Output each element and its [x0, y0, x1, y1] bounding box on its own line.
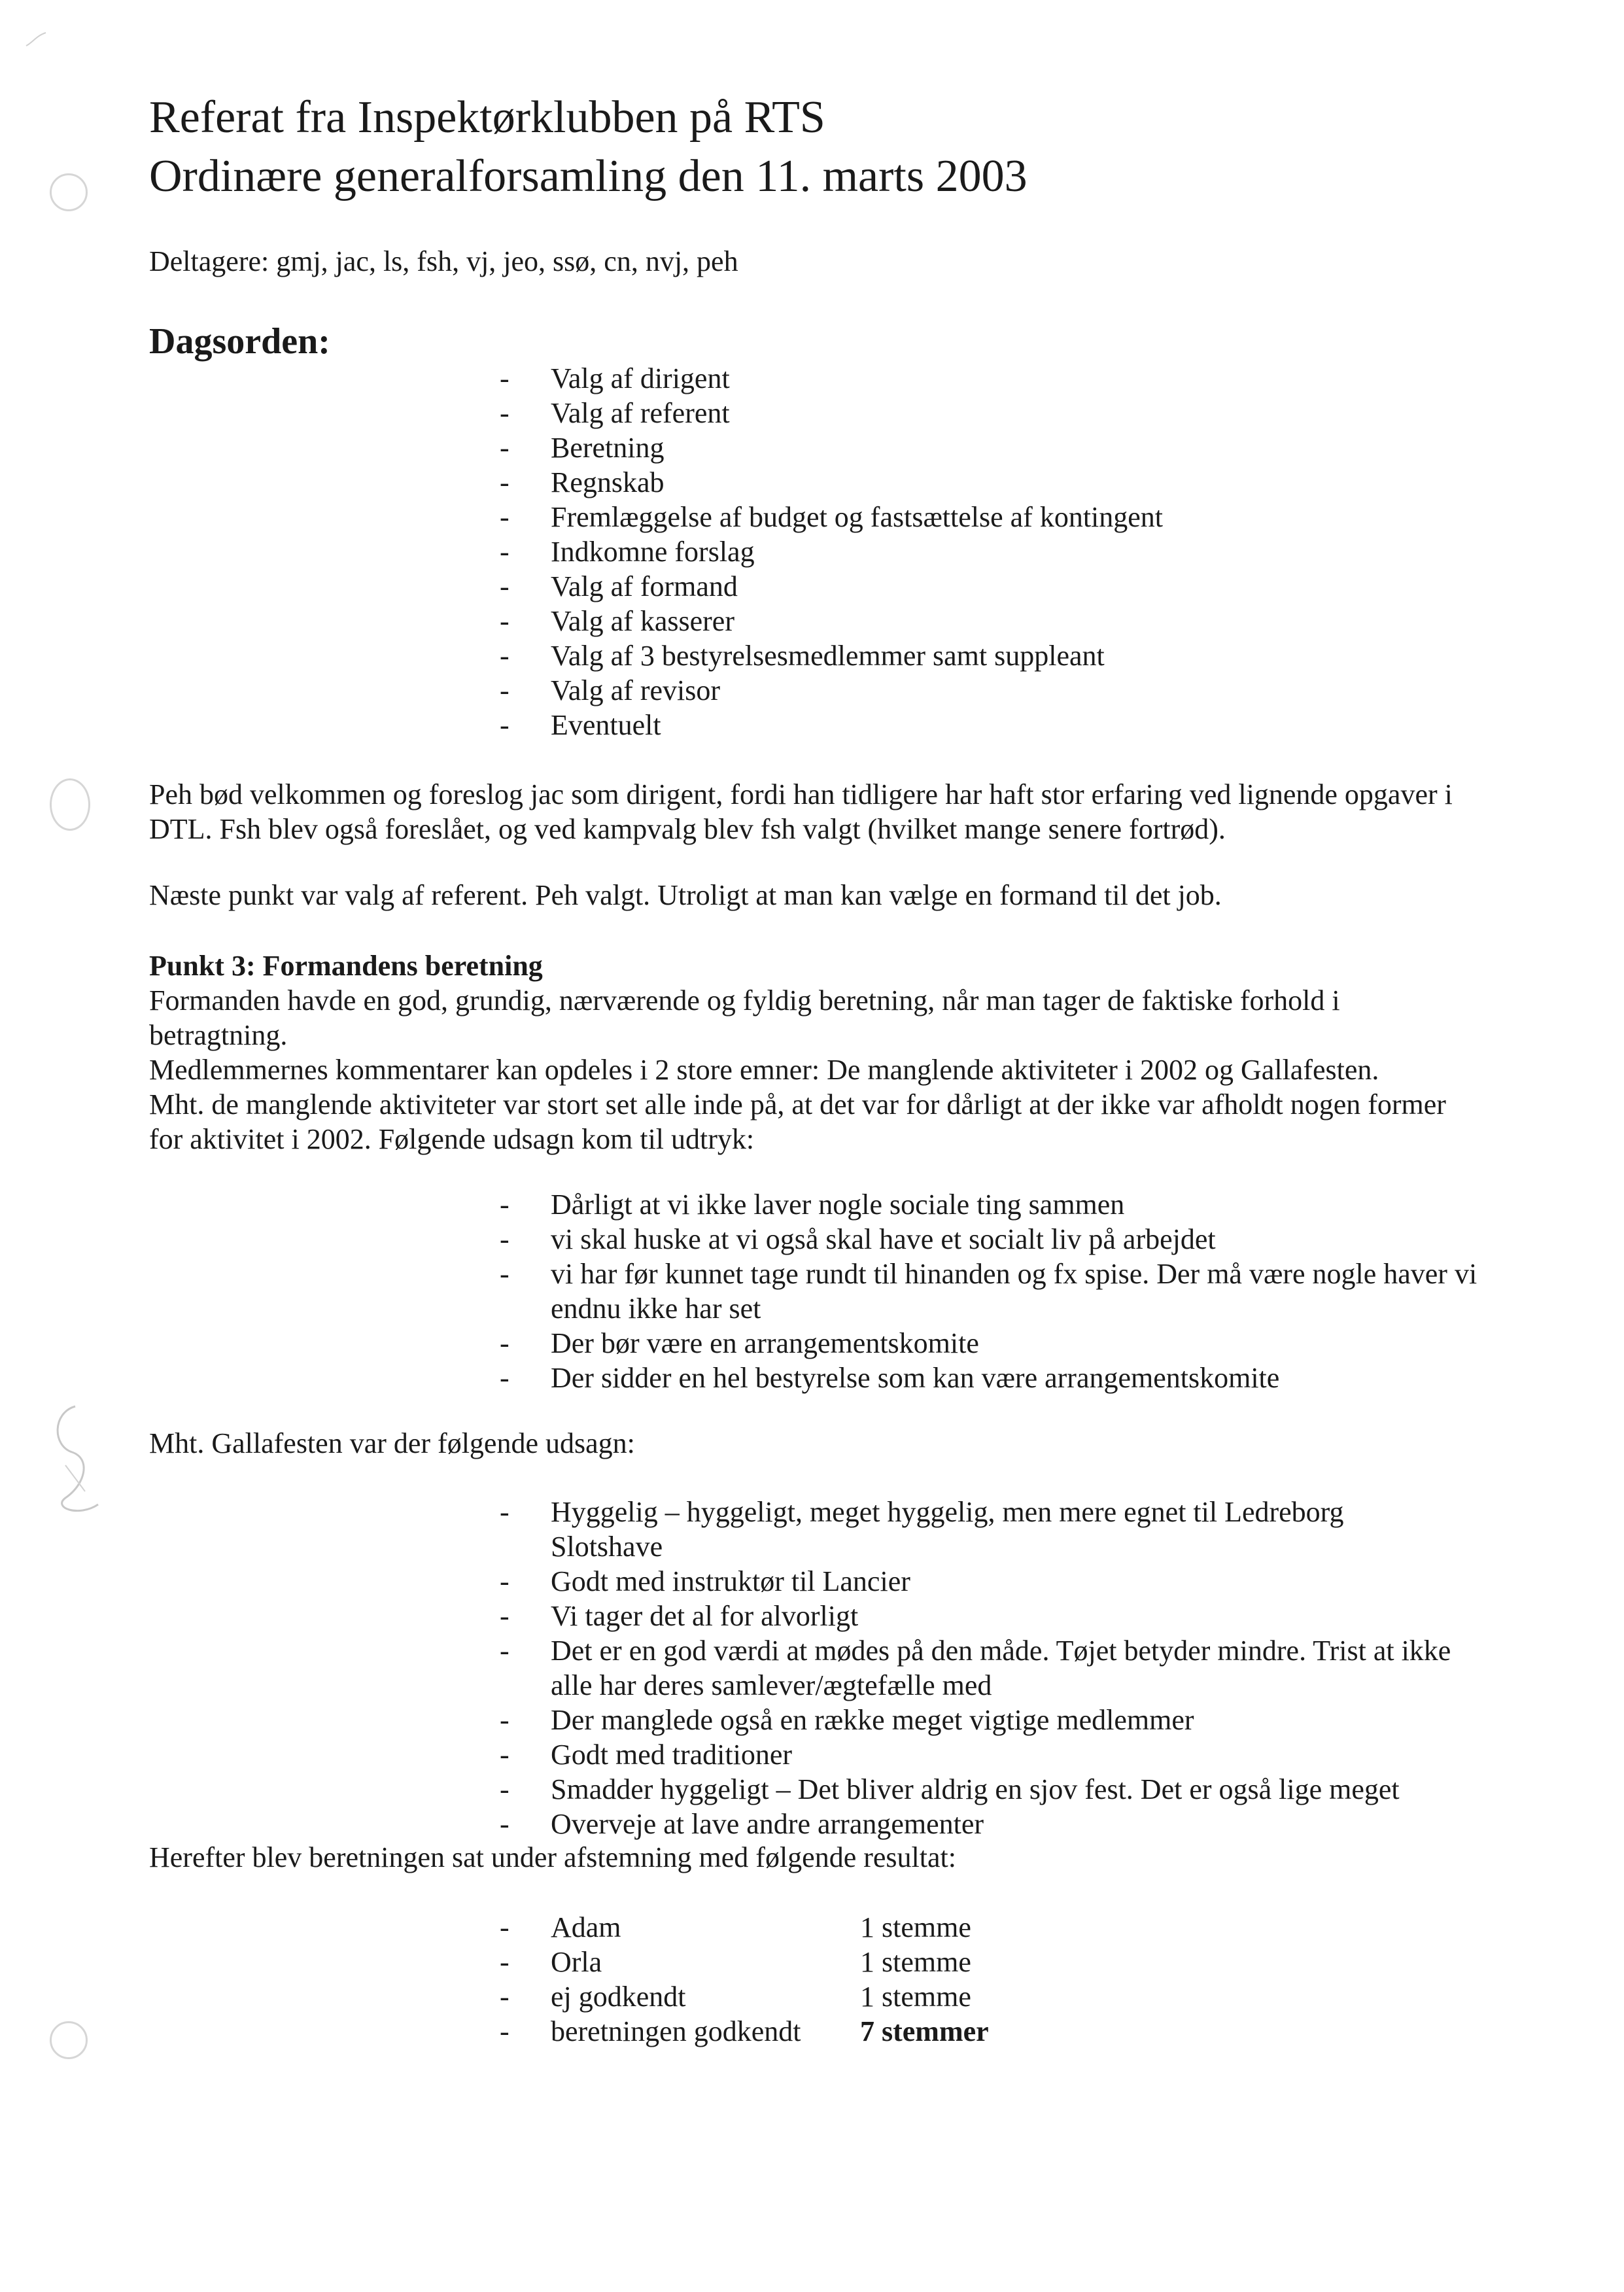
activity-statement: - vi har før kunnet tage rundt til hinanden og fx spise. Der må være nogle haver vi endnu ikke har set — [497, 1257, 1479, 1326]
section3-paragraph-1: Formanden havde en god, grundig, nærværende og fyldig beretning, når man tager de faktiske forhold i betragtning. — [149, 984, 1340, 1051]
activity-statement: - Der sidder en hel bestyrelse som kan være arrangementskomite — [497, 1361, 1452, 1395]
participants-line: Deltagere: gmj, jac, ls, fsh, vj, jeo, ssø, cn, nvj, peh — [149, 245, 738, 277]
agenda-item: - Valg af kasserer — [497, 604, 1452, 638]
agenda-item: - Valg af referent — [497, 396, 1452, 430]
punch-hole — [50, 173, 88, 211]
vote-row — [497, 1910, 1151, 1945]
vote-label: - ej godkendt — [551, 1981, 686, 2013]
document-title-line1: Referat fra Inspektørklubben på RTS — [149, 92, 825, 143]
agenda-item: - Beretning — [497, 430, 1452, 465]
gala-statement: - Godt med instruktør til Lancier — [497, 1564, 1452, 1599]
vote-label: - beretningen godkendt — [551, 2015, 801, 2047]
agenda-list — [497, 361, 1452, 742]
gala-statement: - Godt med traditioner — [497, 1737, 1452, 1772]
gala-intro: Mht. Gallafesten var der følgende udsagn: — [149, 1427, 635, 1459]
gala-statement: - Vi tager det al for alvorligt — [497, 1599, 1452, 1633]
agenda-heading: Dagsorden: — [149, 321, 330, 362]
activity-statements-list — [497, 1187, 1477, 1395]
vote-intro: Herefter blev beretningen sat under afstemning med følgende resultat: — [149, 1841, 956, 1873]
agenda-item: - Regnskab — [497, 465, 1452, 500]
margin-scribble-icon — [39, 1400, 111, 1531]
document-title-line2: Ordinære generalforsamling den 11. marts 2003 — [149, 151, 1028, 201]
section3-paragraph-2: Medlemmernes kommentarer kan opdeles i 2 store emner: De manglende aktiviteter i 2002 og Gallafesten. — [149, 1054, 1379, 1086]
vote-row — [497, 2014, 1151, 2049]
gala-statement: - Overveje at lave andre arrangementer — [497, 1807, 1452, 1841]
agenda-item: - Valg af 3 bestyrelsesmedlemmer samt suppleant — [497, 638, 1452, 673]
agenda-item: - Valg af formand — [497, 569, 1452, 604]
activity-statement: - Dårligt at vi ikke laver nogle sociale ting sammen — [497, 1187, 1452, 1222]
vote-results — [497, 1910, 1151, 2049]
dirigent-paragraph: Peh bød velkommen og foreslog jac som dirigent, fordi han tidligere har haft stor erfaring ved lignende opgaver i DTL. Fsh blev også foreslået, og ved kampvalg blev fsh valgt (hvilket mange senere fortrød). — [149, 778, 1453, 845]
section3-heading: Punkt 3: Formandens beretning — [149, 950, 543, 982]
gala-statements-list — [497, 1495, 1452, 1841]
vote-label: - Orla — [551, 1946, 602, 1978]
margin-mark-icon — [20, 26, 59, 52]
gala-statement: - Det er en god værdi at mødes på den måde. Tøjet betyder mindre. Trist at ikke alle har deres samlever/ægtefælle med — [497, 1633, 1479, 1703]
vote-count: 7 stemmer — [860, 2015, 989, 2047]
agenda-item: - Indkomne forslag — [497, 534, 1452, 569]
punch-hole — [50, 778, 90, 831]
agenda-item: - Valg af revisor — [497, 673, 1452, 708]
agenda-item: - Fremlæggelse af budget og fastsættelse af kontingent — [497, 500, 1452, 534]
activity-statement: - Der bør være en arrangementskomite — [497, 1326, 1452, 1361]
punch-hole — [50, 2021, 88, 2059]
activity-statement: - vi skal huske at vi også skal have et socialt liv på arbejdet — [497, 1222, 1452, 1257]
referent-paragraph: Næste punkt var valg af referent. Peh valgt. Utroligt at man kan vælge en formand til det job. — [149, 879, 1222, 911]
vote-row — [497, 1945, 1151, 1979]
section3-paragraph-3: Mht. de manglende aktiviteter var stort set alle inde på, at det var for dårligt at der ikke var afholdt nogen former for aktivitet i 2002. Følgende udsagn kom til udtryk: — [149, 1088, 1446, 1155]
vote-row — [497, 1979, 1151, 2014]
gala-statement: - Smadder hyggeligt – Det bliver aldrig en sjov fest. Det er også lige meget — [497, 1772, 1545, 1807]
vote-count: 1 stemme — [860, 1946, 971, 1978]
gala-statement: - Der manglede også en række meget vigtige medlemmer — [497, 1703, 1452, 1737]
vote-label: - Adam — [551, 1911, 621, 1943]
gala-statement: - Hyggelig – hyggeligt, meget hyggelig, men mere egnet til Ledreborg Slotshave — [497, 1495, 1401, 1564]
agenda-item: - Valg af dirigent — [497, 361, 1452, 396]
vote-count: 1 stemme — [860, 1911, 971, 1943]
vote-count: 1 stemme — [860, 1981, 971, 2013]
agenda-item: - Eventuelt — [497, 708, 1452, 742]
